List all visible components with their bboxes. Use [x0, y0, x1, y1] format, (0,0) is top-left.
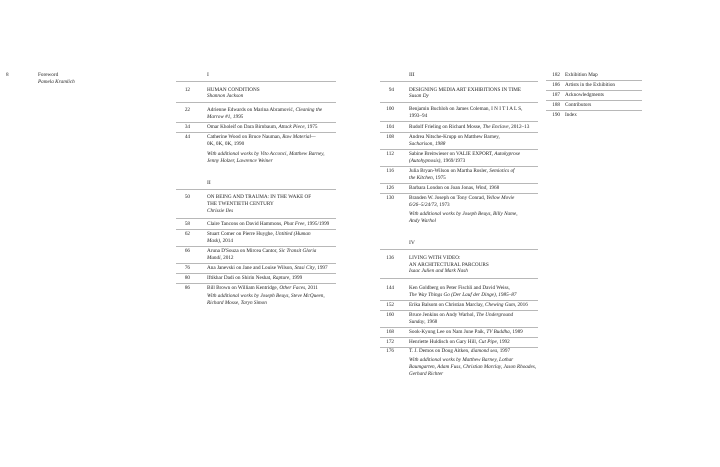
page-number: 126 [386, 185, 394, 191]
divider [380, 278, 538, 279]
page-number: 116 [386, 168, 394, 174]
section-heading-line2: AN ARCHITECTURAL PARCOURS [409, 262, 489, 268]
divider [176, 246, 336, 247]
page-number: 80 [184, 275, 190, 281]
toc-entry-line2: Sacharison, 1988 [409, 141, 446, 147]
divider [380, 337, 538, 338]
divider [176, 81, 336, 82]
divider [380, 327, 538, 328]
toc-entry-line2: 0K, 0K, 0K, 1990 [207, 141, 245, 147]
toc-entry[interactable]: Ana Janevski on Jane and Louise Wilson, Stasi City, 1997 [207, 265, 328, 271]
additional-works: With additional works by Matthew Barney, Lothar [409, 357, 514, 363]
page-number: 112 [386, 151, 394, 157]
divider [176, 218, 336, 219]
additional-works: With additional works by Vito Acconci, Matthew Barney, [207, 151, 325, 157]
page-number: 44 [184, 134, 190, 140]
toc-entry-line2: Mundi, 2012 [207, 255, 234, 261]
page-number: 104 [386, 124, 394, 130]
section-author: Shannon Jackson [207, 93, 244, 99]
toc-entry[interactable]: Julia Bryan-Wilson on Martha Rosler, Semiotics of [409, 168, 515, 174]
page-number: 94 [388, 87, 394, 93]
additional-works: With additional works by Joseph Beuys, Billy Name, [409, 211, 518, 217]
page-number: 152 [386, 302, 394, 308]
toc-entry-line2: Marrow #1, 1995 [207, 114, 244, 120]
section-numeral: I [207, 72, 209, 78]
divider [380, 102, 538, 103]
divider [176, 273, 336, 274]
divider [176, 283, 336, 284]
page-number: 144 [386, 285, 394, 291]
back-matter-item[interactable]: Exhibition Map [565, 72, 598, 78]
additional-works: With additional works by Joseph Beuys, Steve McQueen, [207, 293, 325, 299]
section-heading[interactable]: ON BEING AND TRAUMA: IN THE WAKE OF [207, 194, 312, 200]
toc-entry[interactable]: Henriette Huldisch on Gary Hill, Cut Pipe, 1992 [409, 339, 510, 345]
divider [176, 229, 336, 230]
divider [176, 263, 336, 264]
toc-entry[interactable]: Adrienne Edwards on Marina Abramović, Cleaning the [207, 107, 323, 113]
toc-entry-line2: the Kitchen, 1975 [409, 175, 446, 181]
page-number: 76 [184, 265, 190, 271]
additional-works: Baumgarten, Adam Fuss, Christian Marclay, Jason Rhoades, [409, 364, 537, 370]
section-author: Chrissie Iles [207, 208, 234, 214]
toc-entry-line2: 1993–94 [409, 113, 428, 119]
toc-entry[interactable]: Branden W. Joseph on Tony Conrad, Yellow Movie [409, 195, 515, 201]
toc-entry-line2: The Way Things Go (Der Lauf der Dinge), 1985–87 [409, 292, 517, 298]
page-number: 86 [184, 285, 190, 291]
toc-entry[interactable]: Iftikhar Dadi on Shirin Neshat, Rapture, 1999 [207, 275, 303, 281]
page-number: 34 [184, 124, 190, 130]
toc-entry[interactable]: Andrea Nitsche-Krupp on Matthew Barney, [409, 134, 500, 140]
page-number: 168 [386, 329, 394, 335]
back-matter-item[interactable]: Contributors [565, 102, 592, 108]
divider [380, 121, 538, 122]
section-numeral: II [207, 180, 211, 186]
page-number: 172 [386, 339, 394, 345]
page-number: 130 [386, 195, 394, 201]
additional-works: Gerhard Richter [409, 371, 444, 377]
divider [176, 102, 336, 103]
toc-entry[interactable]: Aruna D'Souza on Mircea Cantor, Sic Transit Gloria [207, 248, 317, 254]
foreword-author: Pamela Kramlich [38, 79, 75, 85]
page-number: 160 [386, 312, 394, 318]
divider [380, 249, 538, 250]
divider [176, 122, 336, 123]
page-number: 187 [552, 92, 560, 98]
toc-entry[interactable]: Claire Tancons on David Hammons, Phat Free, 1995/1999 [207, 221, 330, 227]
toc-entry[interactable]: T. J. Demos on Doug Aitken, diamond sea, 1997 [409, 348, 511, 354]
section-numeral: III [409, 72, 415, 78]
divider [380, 193, 538, 194]
divider [380, 132, 538, 133]
page-number: 136 [386, 255, 394, 261]
divider [380, 81, 538, 82]
toc-entry-line2: Mask), 2014 [207, 238, 233, 244]
page-number: 62 [184, 231, 190, 237]
divider [380, 310, 538, 311]
page-number: 186 [552, 82, 560, 88]
divider [546, 80, 642, 81]
section-numeral: IV [409, 240, 415, 246]
section-author: Isaac Julien and Mark Nash [409, 268, 468, 274]
page-number: 22 [184, 107, 190, 113]
section-author: Susan Dy [409, 93, 429, 99]
toc-entry[interactable]: Benjamin Buchloh on James Coleman, I N I T I A L S, [409, 106, 523, 112]
divider [380, 183, 538, 184]
toc-entry-line2: Sunday, 1968 [409, 319, 438, 325]
divider [546, 110, 642, 111]
toc-entry[interactable]: Omar Kholeif on Dara Birnbaum, Attack Piece, 1975 [207, 124, 318, 130]
page-number: 66 [184, 248, 190, 254]
section-heading[interactable]: LIVING WITH VIDEO: [409, 255, 461, 261]
divider [546, 90, 642, 91]
page-number: 108 [386, 134, 394, 140]
page-number: 50 [184, 194, 190, 200]
divider [546, 100, 642, 101]
toc-entry[interactable]: Sook-Kyung Lee on Nam June Paik, TV Buddha, 1989 [409, 329, 523, 335]
toc-entry[interactable]: Sabine Breitwieser on VALIE EXPORT, Autokyprose [409, 151, 521, 157]
page-number: 176 [386, 348, 394, 354]
foreword-page-number: 8 [6, 72, 9, 78]
toc-entry[interactable]: Bill Brown on William Kentridge, Other Faces, 2011 [207, 285, 318, 291]
toc-entry[interactable]: Stuart Comer on Pierre Huyghe, Untitled (Human [207, 231, 311, 237]
divider [176, 132, 336, 133]
page-number: 182 [552, 72, 560, 78]
toc-entry[interactable]: Bruce Jenkins on Andy Warhol, The Underground [409, 312, 514, 318]
back-matter-item[interactable]: Acknowledgments [565, 92, 604, 98]
foreword-title: Foreword [38, 72, 59, 78]
divider [380, 166, 538, 167]
additional-works: Andy Warhol [409, 218, 436, 224]
page-number: 188 [552, 102, 560, 108]
toc-entry-line2: (Autohypnosis), 1969/1973 [409, 158, 466, 164]
toc-entry[interactable]: Erika Balsom on Christian Marclay, Chewing Gum, 2016 [409, 302, 528, 308]
toc-entry[interactable]: Catherine Wood on Bruce Nauman, Raw Material— [207, 134, 316, 140]
toc-entry[interactable]: Barbara London on Joan Jonas, Wind, 1968 [409, 185, 500, 191]
toc-entry[interactable]: Rudolf Frieling on Richard Mosse, The Enclave, 2012–13 [409, 124, 530, 130]
divider [380, 149, 538, 150]
toc-entry[interactable]: Ken Goldberg on Peter Fischli and David Weiss, [409, 285, 510, 291]
additional-works: Richard Mosse, Taryn Simon [207, 300, 267, 306]
divider [380, 300, 538, 301]
section-heading-line2: THE TWENTIETH CENTURY [207, 201, 274, 207]
section-heading[interactable]: HUMAN CONDITIONS [207, 87, 260, 93]
page-number: 58 [184, 221, 190, 227]
page-number: 12 [184, 87, 190, 93]
additional-works: Jenny Holzer, Lawrence Weiner [207, 158, 273, 164]
toc-entry-line2: 6/26–5/24/73, 1973 [409, 202, 450, 208]
back-matter-item[interactable]: Index [565, 112, 577, 118]
page-number: 100 [386, 106, 394, 112]
page-number: 190 [552, 112, 560, 118]
back-matter-item[interactable]: Artists in the Exhibition [565, 82, 616, 88]
section-heading[interactable]: DESIGNING MEDIA ART EXHIBITIONS IN TIME [409, 87, 522, 93]
divider [176, 189, 336, 190]
